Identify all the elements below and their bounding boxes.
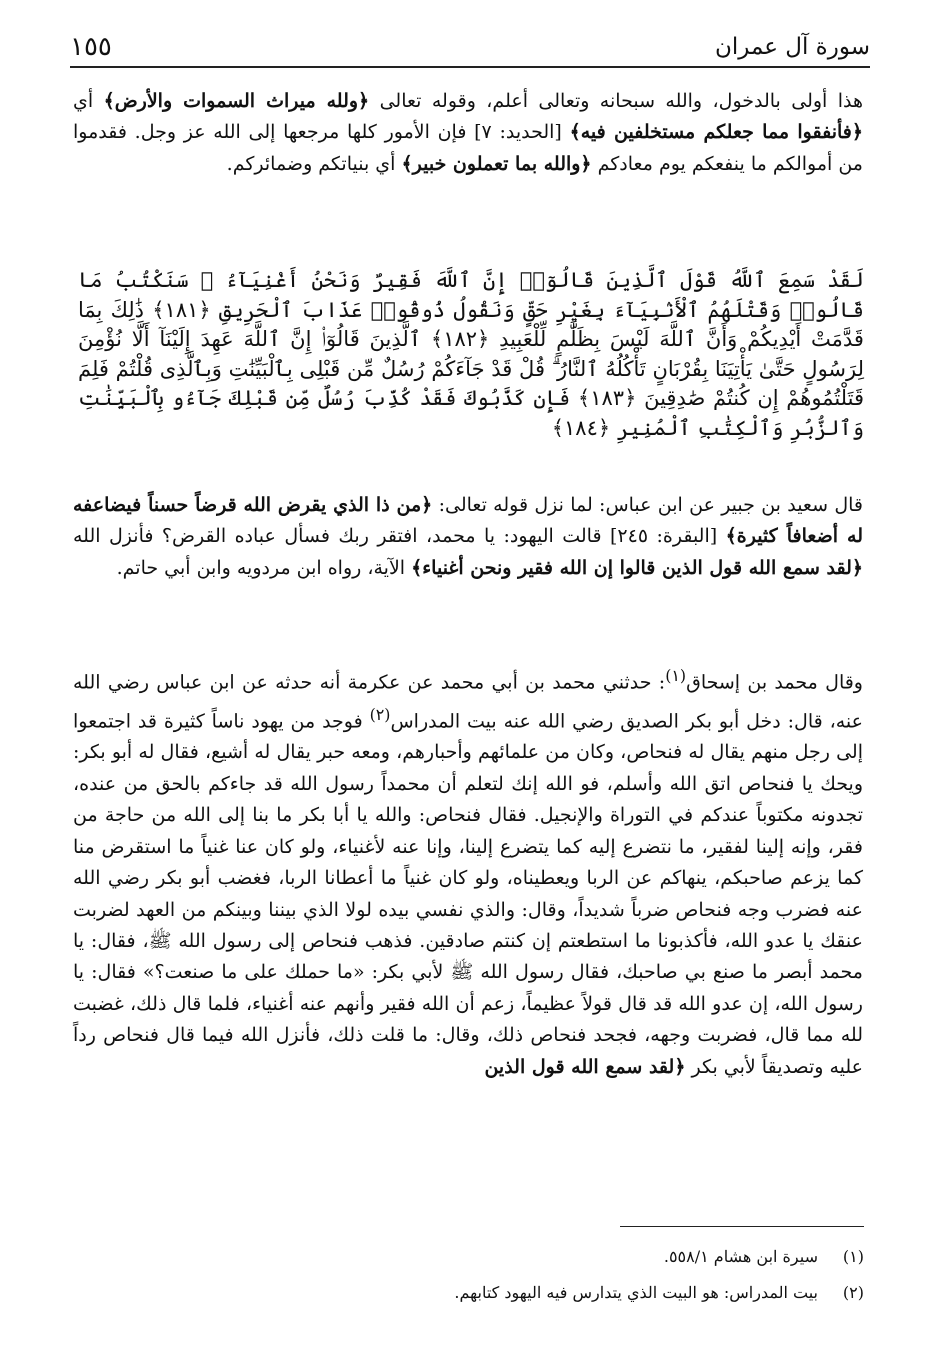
para2-quote-2: ﴿لقد سمع الله قول الذين قالوا إن الله فقير ونحن أغنياء﴾ [411,556,863,579]
footnote-separator [620,1226,864,1227]
intro-quote-3: ﴿والله بما تعملون خبير﴾ [401,152,592,175]
para3-quote-1: ﴿لقد سمع الله قول الذين [484,1055,686,1078]
surah-title: سورة آل عمران [714,34,870,60]
page-header [70,28,870,68]
page-number: ١٥٥ [70,32,112,62]
header-rule [70,66,870,68]
footnote-ref-1[interactable]: (١) [665,666,687,685]
para2-text-2: [البقرة: ٢٤٥] قالت اليهود: يا محمد، افتقر ربك فسأل عباده القرض؟ فأنزل الله [73,525,726,548]
para2-text-3: الآية، رواه ابن مردويه وابن أبي حاتم. [116,556,412,579]
intro-text-1: هذا أولى بالدخول، والله سبحانه وتعالى أعلم، وقوله تعالى [369,90,863,112]
footnote-text: بيت المدراس: هو البيت الذي يتدارس فيه اليهود كتابهم. [454,1283,818,1302]
para2-quote-1: ﴿من ذا الذي يقرض الله قرضاً حسناً فيضاعفه له أضعافاً كثيرة﴾ [73,494,863,548]
footnote-2 [300,1280,864,1306]
intro-text-3: [الحديد: ٧] فإن الأمور كلها مرجعها إلى الله عز وجل. فقدموا من أموالكم ما ينفعكم يوم معادكم [73,121,863,175]
intro-quote-1: ﴿ولله ميراث السموات والأرض﴾ [103,90,370,112]
quran-verses: لَقَدْ سَمِعَ ٱللَّهُ قَوْلَ ٱلَّذِينَ قَالُوٓا۟ إِنَّ ٱللَّهَ فَقِيرٌ وَنَحْنُ أَغْنِيَآءُ ۘ سَنَكْتُبُ مَا قَالُوا۟ وَقَتْلَهُمُ ٱلْأَنۢبِيَآءَ بِغَيْرِ حَقٍّ وَنَقُولُ ذُوقُوا۟ عَذَابَ ٱلْحَرِيقِ ﴿١٨١﴾ ذَٰلِكَ بِمَا قَدَّمَتْ أَيْدِيكُمْ وَأَنَّ ٱللَّهَ لَيْسَ بِظَلَّٰمٍ لِّلْعَبِيدِ ﴿١٨٢﴾ ٱلَّذِينَ قَالُوٓا۟ إِنَّ ٱللَّهَ عَهِدَ إِلَيْنَآ أَلَّا نُؤْمِنَ لِرَسُولٍ حَتَّىٰ يَأْتِيَنَا بِقُرْبَانٍ تَأْكُلُهُ ٱلنَّارُ ۗ قُلْ قَدْ جَآءَكُمْ رُسُلٌ مِّن قَبْلِى بِٱلْبَيِّنَٰتِ وَبِٱلَّذِى قُلْتُمْ فَلِمَ قَتَلْتُمُوهُمْ إِن كُنتُمْ صَٰدِقِينَ ﴿١٨٣﴾ فَإِن كَذَّبُوكَ فَقَدْ كُذِّبَ رُسُلٌ مِّن قَبْلِكَ جَآءُو بِٱلْبَيِّنَٰتِ وَٱلزُّبُرِ وَٱلْكِتَٰبِ ٱلْمُنِيرِ ﴿١٨٤﴾ [78,268,864,440]
para3-text-3: فوجد من يهود ناساً كثيرة قد اجتمعوا إلى رجل منهم يقال له فنحاص، وكان من علمائهم وأحبارهم، ومعه حبر يقال له أشيع، فقال له أبو بكر: ويحك يا فنحاص اتق الله وأسلم، فو الله إنك لتعلم أن محمداً رسول الله قد جاءكم بالحق من عنده، تجدونه مكتوباً عندكم في التوراة والإنجيل. فقال فنحاص: والله يا أبا بكر ما بنا إلى الله من حاجة من فقر، وإنه إلينا لفقير، ما نتضرع إليه كما يتضرع إلينا، وإنا عنه لأغنياء، ولو كان عنا غنياً ما استقرض منا كما يزعم صاحبكم، ينهاكم عن الربا ويعطيناه، ولو كان غنياً ما أعطانا الربا، فغضب أبو بكر رضي الله عنه فضرب وجه فنحاص ضرباً شديداً، وقال: والذي نفسي بيده لولا الذي بيننا وبينكم من العهد لضربت عنقك يا عدو الله، فأكذبونا ما استطعتم إن كنتم صادقين. فذهب فنحاص إلى رسول الله ﷺ، فقال: يا محمد أبصر ما صنع بي صاحبك، فقال رسول الله ﷺ لأبي بكر: «ما حملك على ما صنعت؟» فقال: يا رسول الله، إن عدو الله قد قال قولاً عظيماً، زعم أن الله فقير وأنهم عنه أغنياء، فلما قال ذلك، غضبت لله مما قال، فضربت وجهه، فجحد فنحاص ذلك، وقال: ما قلت ذلك، فأنزل الله فيما قال فنحاص رداً عليه وتصديقاً لأبي بكر [73,710,863,1078]
tafsir-paragraph-2 [73,490,863,584]
intro-paragraph [73,86,863,180]
intro-text-4: أي بنياتكم وضمائركم. [226,152,402,175]
footnote-text: سيرة ابن هشام ٥٥٨/١. [663,1247,818,1266]
tafsir-paragraph-3 [73,660,863,1083]
footnote-ref-2[interactable]: (٢) [369,704,391,724]
intro-text-2: أي [73,90,104,112]
para3-text-1: وقال محمد بن إسحاق [686,671,863,694]
para3-text-2: : حدثني محمد بن أبي محمد عن عكرمة أنه حدثه عن ابن عباس رضي الله عنه، قال: دخل أبو بكر الصديق رضي الله عنه بيت المدراس [73,671,863,733]
para2-text-1: قال سعيد بن جبير عن ابن عباس: لما نزل قوله تعالى: [432,494,863,516]
intro-quote-2: ﴿فأنفقوا مما جعلكم مستخلفين فيه﴾ [569,121,864,144]
footnote-1 [300,1244,864,1270]
footnote-number: (١) [842,1247,864,1266]
footnote-number: (٢) [842,1283,864,1302]
